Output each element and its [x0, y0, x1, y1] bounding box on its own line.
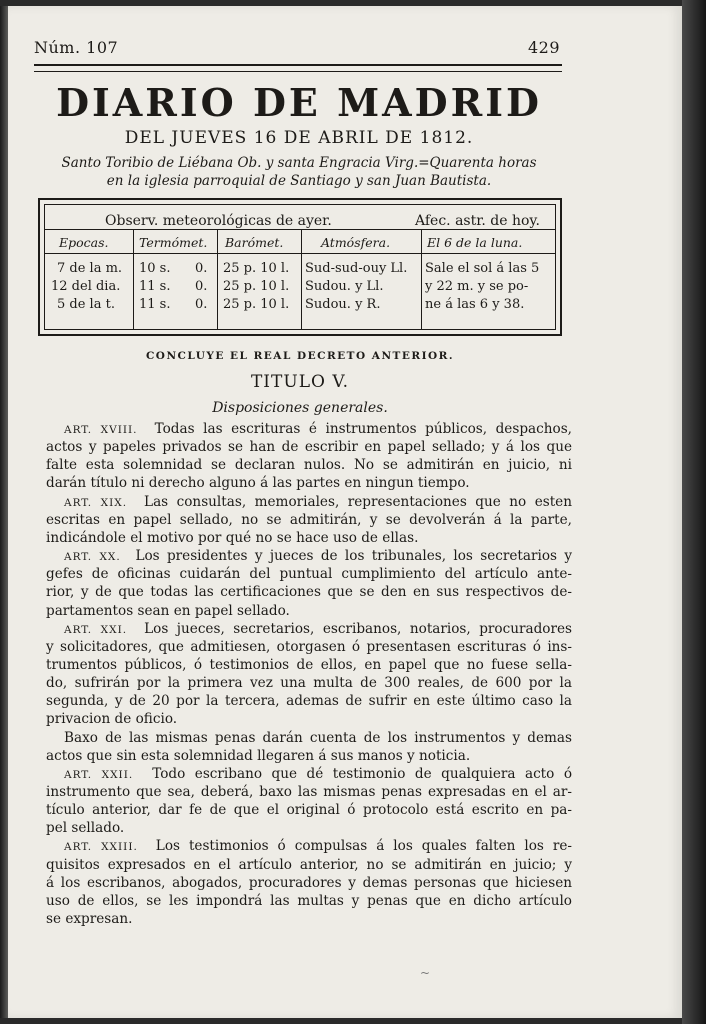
- table-cell-astro: ne á las 6 y 38.: [425, 297, 525, 312]
- article-line: [64, 837, 572, 856]
- table-cell-epoca: 7 de la m.: [57, 261, 123, 276]
- text-line: [46, 583, 572, 601]
- article-number: ART. XXII.: [64, 768, 153, 781]
- table-cell-atmos: Sud-sud-ouy Ll.: [305, 261, 408, 276]
- col-header-epocas: Epocas.: [59, 235, 109, 250]
- line-text: instrumento que sea, deberá, baxo las mismas penas expresadas en el ar-: [46, 784, 572, 800]
- line-text: trumentos públicos, ó testimonios de ellos, en papel que no fuese sella-: [46, 656, 572, 673]
- text-line: [46, 747, 572, 765]
- text-line: [46, 874, 572, 892]
- text-line: [46, 856, 572, 874]
- table-cell-atmos: Sudou. y Ll.: [305, 279, 384, 294]
- text-line: [46, 656, 572, 674]
- text-line: [46, 474, 572, 492]
- section-subtitle: Disposiciones generales.: [212, 400, 388, 416]
- table-cell-term: 0.: [195, 261, 208, 276]
- table-cell-epoca: 5 de la t.: [57, 297, 115, 312]
- issue-date: DEL JUEVES 16 DE ABRIL DE 1812.: [124, 128, 474, 148]
- meteo-rule-mid: [45, 253, 555, 254]
- line-text: actos que sin esta solemnidad llegaren á sus manos y noticia.: [46, 747, 471, 764]
- col-header-barometro: Barómet.: [225, 235, 284, 250]
- text-line: [46, 638, 572, 656]
- line-text: se expresan.: [46, 911, 133, 928]
- table-cell-barom: 25 p. 10 l.: [223, 297, 290, 312]
- line-text: tículo anterior, dar fe de que el original ó protocolo está escrito en pa-: [46, 802, 572, 819]
- text-line: [46, 602, 572, 620]
- line-text: Los testimonios ó compulsas á los quales falten los re-: [155, 838, 572, 855]
- book-spine-shadow: [0, 6, 8, 1018]
- line-text: partamentos sean en papel sellado.: [46, 602, 290, 619]
- meteo-heading-right: Afec. astr. de hoy.: [415, 213, 540, 229]
- article-number: ART. XXI.: [64, 623, 145, 636]
- text-line: [46, 565, 572, 583]
- meteo-col-divider: [217, 229, 218, 329]
- line-text: rior, y de que todas las certificaciones que se den en sus respectivos de-: [46, 584, 572, 601]
- text-line: [46, 438, 572, 456]
- article-number: ART. XIX.: [64, 496, 145, 509]
- article-number: ART. XX.: [64, 551, 136, 564]
- table-cell-term: 11 s.: [139, 279, 171, 294]
- section-note: CONCLUYE EL REAL DECRETO ANTERIOR.: [145, 350, 455, 362]
- line-text: darán título ni derecho alguno á las partes en ningun tiempo.: [46, 475, 470, 492]
- col-header-atmosfera: Atmósfera.: [321, 235, 391, 250]
- meteo-col-divider: [133, 229, 134, 329]
- page-mark: ~: [420, 966, 431, 980]
- article-line: [64, 493, 572, 512]
- table-cell-term: 0.: [195, 279, 208, 294]
- line-text: escritas en papel sellado, no se admitirán, y se devolverán á la parte,: [46, 511, 572, 528]
- text-line: [46, 783, 572, 801]
- line-text: Baxo de las mismas penas darán cuenta de los instrumentos y demas: [64, 729, 572, 746]
- text-line: [46, 692, 572, 710]
- line-text: Todo escribano que dé testimonio de qualquiera acto ó: [152, 765, 573, 782]
- meteorological-table-inner: [44, 204, 556, 330]
- line-text: gefes de oficinas cuidarán del puntual cumplimiento del artículo ante-: [46, 566, 572, 583]
- meteorological-table: [38, 198, 562, 336]
- text-line: [46, 456, 572, 474]
- line-text: Todas las escrituras é instrumentos públicos, despachos,: [154, 421, 572, 437]
- text-line: [46, 819, 572, 837]
- table-cell-term: 11 s.: [139, 297, 171, 312]
- line-text: do, sufrirán por la primera vez una multa de 300 reales, de 600 por la: [46, 675, 572, 692]
- col-header-termometro: Termómet.: [139, 235, 208, 250]
- article-number: ART. XXIII.: [64, 841, 156, 854]
- text-line: [46, 511, 572, 529]
- line-text: Los presidentes y jueces de los tribunales, los secretarios y: [135, 548, 572, 565]
- article-line: [64, 547, 572, 566]
- table-cell-astro: y 22 m. y se po-: [425, 279, 529, 294]
- line-text: á los escribanos, abogados, procuradores y demas personas que hiciesen: [46, 874, 572, 891]
- meteo-rule-top: [45, 229, 555, 230]
- line-text: segunda, y de 20 por la tercera, ademas de sufrir en este último caso la: [46, 693, 572, 710]
- issue-number: Núm. 107: [34, 38, 119, 57]
- table-cell-epoca: 12 del dia.: [51, 279, 121, 294]
- text-line: [46, 710, 572, 728]
- line-text: y solicitadores, que admitiesen, otorgasen ó presentasen escrituras ó ins-: [46, 638, 572, 655]
- saints-line-1: Santo Toribio de Liébana Ob. y santa Engracia Virg.=Quarenta horas: [61, 155, 537, 171]
- line-text: Los jueces, secretarios, escribanos, notarios, procuradores: [144, 620, 572, 637]
- line-text: falte esta solemnidad se declaran nulos. No se admitirán en juicio, ni: [46, 457, 572, 474]
- saints-line-2: en la iglesia parroquial de Santiago y san Juan Bautista.: [106, 173, 492, 189]
- page-number: 429: [527, 38, 560, 57]
- page-edge-shadow: [682, 0, 706, 1024]
- text-line: [46, 674, 572, 692]
- meteo-col-divider: [421, 229, 422, 329]
- line-text: actos y papeles privados se han de escribir en papel sellado; y á los que: [46, 439, 572, 456]
- meteo-col-divider: [301, 229, 302, 329]
- saints-of-the-day: [34, 154, 564, 190]
- table-cell-term: 0.: [195, 297, 208, 312]
- line-text: uso de ellos, se les impondrá las multas y penas que en dicho artículo: [46, 892, 572, 909]
- table-cell-astro: Sale el sol á las 5: [425, 261, 540, 276]
- meteo-heading-left: Observ. meteorológicas de ayer.: [105, 213, 332, 229]
- article-line: [64, 420, 572, 439]
- table-cell-term: 10 s.: [139, 261, 171, 276]
- text-line: [46, 892, 572, 910]
- article-number: ART. XVIII.: [64, 424, 155, 436]
- article-line: [64, 620, 572, 639]
- text-line: [46, 801, 572, 819]
- text-line: [64, 729, 572, 747]
- table-cell-barom: 25 p. 10 l.: [223, 279, 290, 294]
- article-line: [64, 765, 572, 784]
- table-cell-barom: 25 p. 10 l.: [223, 261, 290, 276]
- header-rule: [34, 64, 562, 72]
- text-line: [46, 910, 572, 928]
- text-line: [46, 529, 572, 547]
- line-text: quisitos expresados en el artículo anterior, no se admitirán en juicio; y: [46, 856, 572, 873]
- line-text: indicándole el motivo por qué no se hace uso de ellas.: [46, 529, 419, 546]
- line-text: Las consultas, memoriales, representaciones que no esten: [144, 493, 572, 510]
- line-text: pel sellado.: [46, 820, 125, 837]
- line-text: privacion de oficio.: [46, 711, 178, 728]
- table-cell-atmos: Sudou. y R.: [305, 297, 381, 312]
- col-header-luna: El 6 de la luna.: [427, 235, 523, 250]
- section-title: TITULO V.: [250, 372, 350, 392]
- masthead-title: DIARIO DE MADRID: [56, 80, 542, 125]
